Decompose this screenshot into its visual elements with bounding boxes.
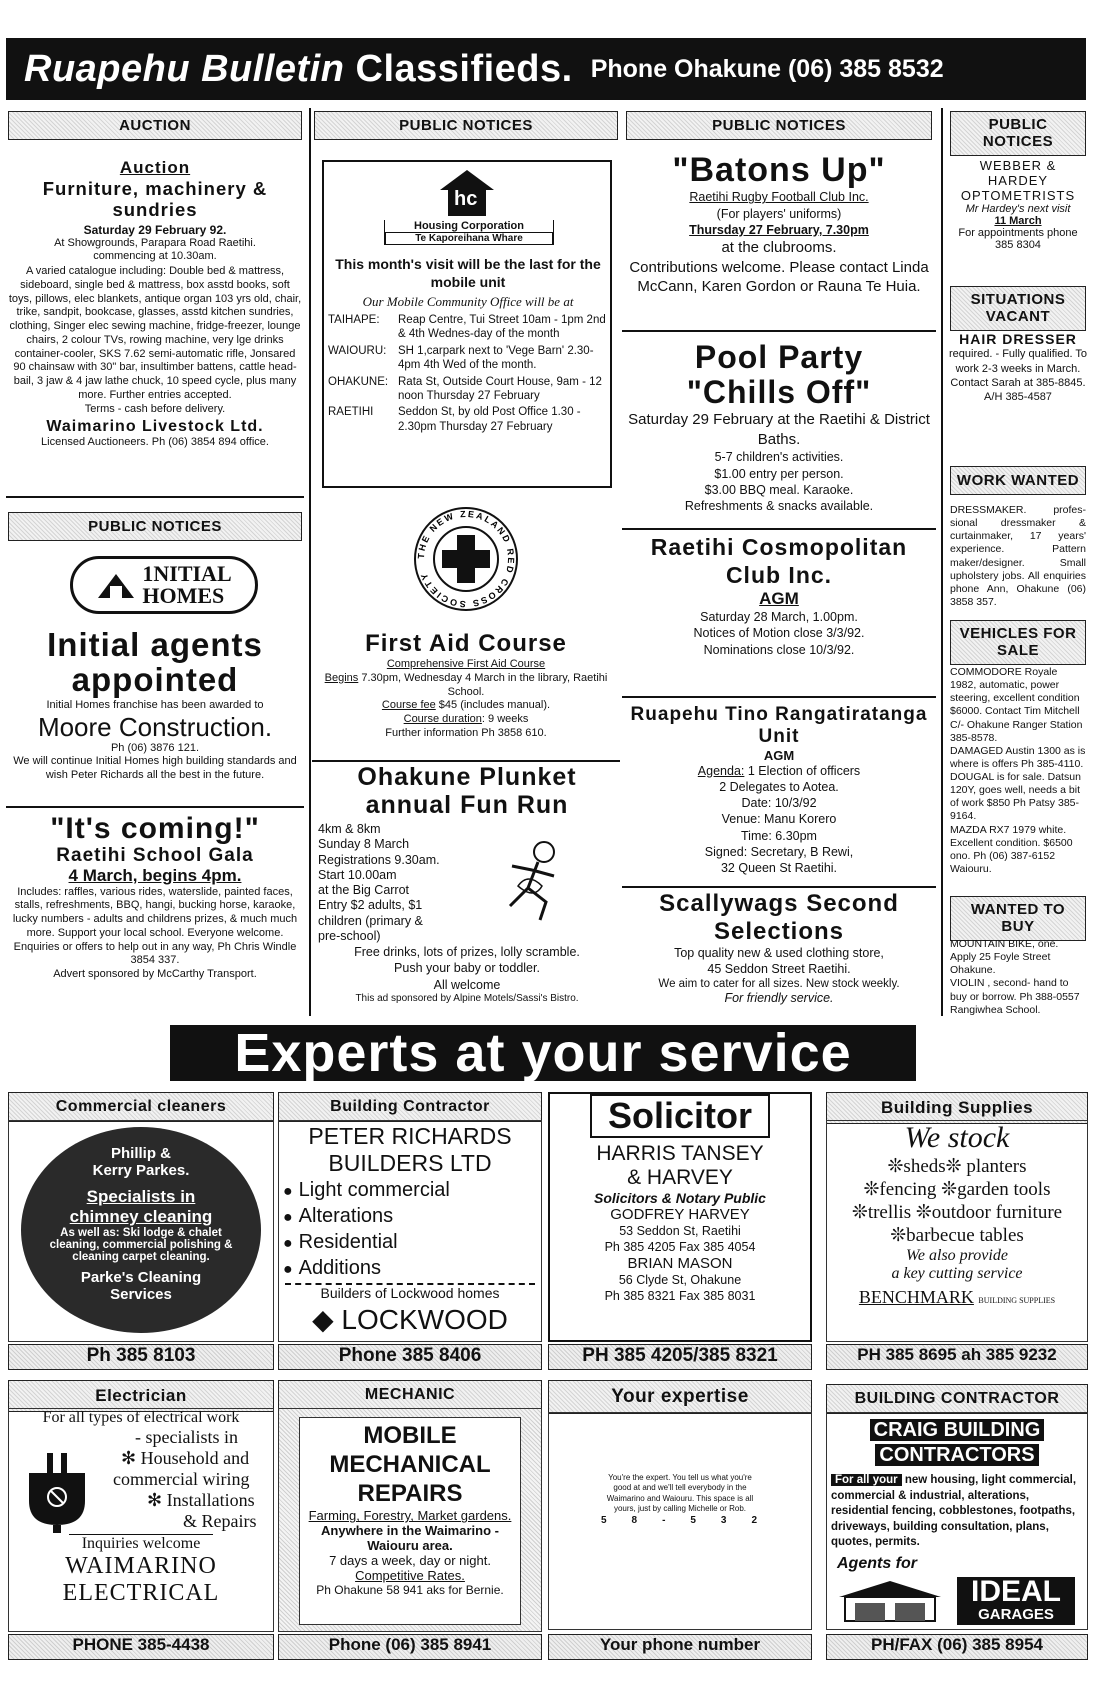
runner-illustration xyxy=(488,836,580,924)
auction-time: commencing at 10.30am. xyxy=(93,250,217,263)
vehicles-for-sale-header: VEHICLES FOR SALE xyxy=(950,620,1086,665)
gala-heading: "It's coming!" xyxy=(50,812,260,845)
optometrists-ad: WEBBER & HARDEY OPTOMETRISTS Mr Hardey's next visit 11 March For appointments phone 385 8304 xyxy=(958,158,1078,251)
wanted-list xyxy=(950,938,1086,1017)
building-supplies-header: Building Supplies xyxy=(826,1092,1088,1124)
garage-illustration xyxy=(835,1579,945,1623)
public-notices-header: PUBLIC NOTICES xyxy=(626,111,932,140)
building-contractor-header: Building Contractor xyxy=(278,1092,542,1122)
mechanic-ad: MOBILE MECHANICAL REPAIRS Farming, Forestry, Market gardens. Anywhere in the Waimarino - Waiouru area. 7 days a week, day or night. Competitive Rates. Ph Ohakune 58 941 aks for Bernie. xyxy=(278,1408,542,1632)
tino-ad: Ruapehu Tino Rangatiratanga Unit AGM Agenda: 1 Election of officers 2 Delegates to Aotea. Date: 10/3/92 Venue: Manu Korero Time: 6.30pm Signed: Secretary, B Rewi, 32 Queen St Raetihi. xyxy=(624,704,934,876)
list-item: VIOLIN , second- hand to buy or borrow. Ph 388-0557 Rangiwhea School. xyxy=(950,977,1080,1016)
cleaners-phone: Ph 385 8103 xyxy=(8,1344,274,1370)
venue-row: WAIOURU: SH 1,carpark next to 'Vege Barn' 2.30-4pm 4th Wed of the month. xyxy=(328,344,594,372)
pool-heading1: Pool Party xyxy=(694,339,864,375)
gala-date: 4 March, begins 4pm. xyxy=(68,866,242,885)
cleaners-ad xyxy=(8,1120,274,1342)
electrician-phone: PHONE 385-4438 xyxy=(8,1634,274,1660)
your-expertise-header: Your expertise xyxy=(548,1380,812,1414)
garage-icon xyxy=(835,1579,945,1623)
situations-vacant-header: SITUATIONS VACANT xyxy=(950,286,1086,331)
gala-sub: Raetihi School Gala xyxy=(56,845,254,866)
benchmark-logo: BENCHMARK BUILDING SUPPLIES xyxy=(858,1287,1056,1307)
ideal-garages-logo: IDEAL GARAGES xyxy=(957,1577,1075,1625)
auction-heading: Furniture, machinery & sundries xyxy=(42,178,268,221)
builder-phone: Phone 385 8406 xyxy=(278,1344,542,1370)
list-item: MOUNTAIN BIKE, one. Apply 25 Foyle Street Ohakune. xyxy=(950,938,1059,977)
electrician-ad: For all types of electrical work - specialists in ✻ Household and commercial wiring ✻ Installations & Repairs Inquiries welcome WAIMARINO ELECTRICAL xyxy=(8,1408,274,1632)
commercial-cleaners-header: Commercial cleaners xyxy=(8,1092,274,1122)
red-cross-icon xyxy=(412,505,520,613)
lockwood-logo: ◆ LOCKWOOD xyxy=(312,1304,508,1335)
initial-homes-heading1: Initial agents xyxy=(47,626,263,663)
masthead-title: Ruapehu Bulletin Classifieds. xyxy=(24,47,573,90)
plunket-heading1: Ohakune Plunket xyxy=(357,763,577,791)
initial-homes-heading2: appointed xyxy=(71,660,239,698)
builder-ad: PETER RICHARDS BUILDERS LTD ● Light commercial ● Alterations ● Residential ● Additions Builders of Lockwood homes ◆ LOCKWOOD xyxy=(278,1120,542,1342)
masthead-phone: Phone Ohakune (06) 385 8532 xyxy=(590,54,944,83)
column-divider xyxy=(941,108,943,1016)
mechanic-header: MECHANIC xyxy=(278,1380,542,1410)
auction-terms: Terms - cash before delivery. xyxy=(84,402,226,415)
vehicles-list xyxy=(950,666,1086,876)
list-item: DAMAGED Austin 1300 as is where is offers Ph 385-4110. xyxy=(950,744,1086,770)
auction-date: Saturday 29 February 92. xyxy=(83,222,227,237)
your-phone-number: Your phone number xyxy=(548,1634,812,1660)
plunket-heading2: annual Fun Run xyxy=(365,790,569,819)
housing-ad: hc Housing Corporation Te Kaporeihana Whare This month's visit will be the last for the mobile unit Our Mobile Community Office will be at TAIHAPE: Reap Centre, Tui Street 10am - 1pm 2nd & 4th Wednes-day of the month WAIOURU: SH 1,carpark next to 'Vege Barn' 2.30-4pm 4th Wed of the month. OHAKUNE: Rata St, Outside Court House, 9am - 12 noon Thursday 27 February RAETIHI Seddon St, by old Post Office 1.30 - 2.30pm Thursday 27 February xyxy=(322,160,612,488)
supplies-phone: PH 385 8695 ah 385 9232 xyxy=(826,1344,1088,1370)
craig-ad: CRAIG BUILDING CONTRACTORS For all your new housing, light commercial, commercial & industrial, alterations, residential fencing, cobblestones, footpaths, driveways, building consultation, plans, quotes, permits. Agents for IDEAL GARAGES xyxy=(826,1412,1088,1630)
mechanic-phone: Phone (06) 385 8941 xyxy=(278,1634,542,1660)
craig-phone: PH/FAX (06) 385 8954 xyxy=(826,1634,1088,1660)
runner-icon xyxy=(488,836,580,924)
auction-venue: At Showgrounds, Parapara Road Raetihi. xyxy=(54,236,256,249)
first-aid-heading: First Aid Course xyxy=(365,630,567,657)
plunket-ad: Ohakune Plunket annual Fun Run 4km & 8km Sunday 8 March Registrations 9.30am. Start 10.00am at the Big Carrot Entry $2 adults, $1 children (primary & pre-school) Free drinks, lots of prizes, lolly scramble. Push your baby or toddler. All welcome This ad sponsored by Alpine Motels/Sassi's Bistro. xyxy=(318,764,616,1004)
solicitor-header: Solicitor xyxy=(590,1094,770,1138)
cosmo-ad: Raetihi Cosmopolitan Club Inc. AGM Saturday 28 March, 1.00pm. Notices of Motion close 3/3/92. Nominations close 10/3/92. xyxy=(624,534,934,658)
pool-party-ad: Pool Party "Chills Off" Saturday 29 February at the Raetihi & District Baths. 5-7 children's activities. $1.00 entry per person. $3.00 BBQ meal. Karaoke. Refreshments & snacks available. xyxy=(624,340,934,514)
building-contractor-2-header: BUILDING CONTRACTOR xyxy=(826,1384,1088,1414)
scally-heading: Scallywags Second Selections xyxy=(659,890,899,945)
venue-row: RAETIHI Seddon St, by old Post Office 1.30 - 2.30pm Thursday 27 February xyxy=(328,406,581,433)
venue-row: TAIHAPE: Reap Centre, Tui Street 10am - 1pm 2nd & 4th Wednes-day of the month xyxy=(328,314,606,341)
cleaners-oval: Phillip & Kerry Parkes. Specialists in chimney cleaning As well as: Ski lodge & chalet cleaning, commercial polishing & cleaning carpet cleaning. Parke's Cleaning Services xyxy=(21,1127,261,1333)
hairdresser-ad: HAIR DRESSER required. - Fully qualified. To work 2-3 weeks in March. Contact Sarah at 385-8845. A/H 385-4587 xyxy=(949,331,1087,404)
auction-licensed: Licensed Auctioneers. Ph (06) 3854 894 office. xyxy=(41,436,269,449)
list-item: ● Light commercial xyxy=(283,1177,541,1203)
house-icon xyxy=(96,570,136,600)
list-item: ● Additions xyxy=(283,1255,541,1281)
housing-heading: This month's visit will be the last for the mobile unit xyxy=(335,256,601,290)
housing-venue-table xyxy=(326,312,610,435)
list-item: DOUGAL is for sale. Datsun 120Y, goes well, needs a bit of work $850 Ph Patsy 385-9164. xyxy=(950,771,1081,823)
supplies-ad: We stock ❊sheds❊ planters ❊fencing ❊garden tools ❊trellis ❊outdoor furniture ❊barbecue tables We also provide a key cutting service BENCHMARK BUILDING SUPPLIES xyxy=(826,1120,1088,1342)
auction-body: A varied catalogue including: Double bed & mattress, sideboard, single bed & mattress, box asstd books, soft toys, pillows, elec blankets, antique organ 103 yrs old, chair, trike, sandpit, bookcase, glasses, asstd kitchen sundries, clothing, Singer elec sewing machine, fridge-freezer, lounge chairs, 2 colour TVs, rowing machine, very lge drinks container-cooler, SKS 7.62 semi-automatic rifle, Jonsared 90 chainsaw with 30" bar, insultimber battens, cattle head-bail, 3 jaw & 4 jaw lathe chuck, 10 speed cycle, plus many more. Further entries accepted. xyxy=(8,265,302,401)
dressmaker-ad: DRESSMAKER. profes-sional dressmaker & curtainmaker, 17 years' experience. Pattern maker/designer. Small upholstery jobs. All enquiries phone Ann, Ohakune (06) 3858 357. xyxy=(950,504,1086,608)
your-expertise-ad: You're the expert. You tell us what you're good at and we'll tell everybody in the Waimarino and Waiouru. This space is all yours, just by calling Michelle or Rob. 5 8 - 5 3 2 xyxy=(548,1412,812,1630)
public-notices-header: PUBLIC NOTICES xyxy=(8,512,302,541)
auction-title: Auction xyxy=(119,158,191,177)
red-cross-logo xyxy=(412,505,520,613)
lockwood-mark-icon: ◆ xyxy=(312,1304,342,1335)
column-divider xyxy=(309,108,311,1016)
list-item: COMMODORE Royale 1982, automatic, power steering, excellent condition $6000. Contact Tim Mitchell C/- Ohakune Ranger Station 385-8578. xyxy=(950,666,1083,744)
phone-digits: 5 8 - 5 3 2 xyxy=(601,1514,759,1526)
scallywags-ad: Scallywags Second Selections Top quality new & used clothing store, 45 Seddon Street Raetihi. We aim to cater for all sizes. New stock weekly. For friendly service. xyxy=(624,890,934,1006)
list-item: ● Alterations xyxy=(283,1203,541,1229)
solicitor-ad: Solicitor HARRIS TANSEY & HARVEY Solicitors & Notary Public GODFREY HARVEY 53 Seddon St, Raetihi Ph 385 4205 Fax 385 4054 BRIAN MASON 56 Clyde St, Ohakune Ph 385 8321 Fax 385 8031 xyxy=(548,1092,812,1342)
list-item: MAZDA RX7 1979 white. Excellent condition. $6500 ono. Ph (06) 387-6152 Waiouru. xyxy=(950,823,1073,875)
wanted-to-buy-header: WANTED TO BUY xyxy=(950,896,1086,941)
svg-text:THE NEW ZEALAND RED CROSS SOCI: THE NEW ZEALAND RED CROSS SOCIETY xyxy=(415,508,517,610)
initial-homes-company: Moore Construction. xyxy=(37,712,273,743)
first-aid-ad: First Aid Course Comprehensive First Aid Course Begins 7.30pm, Wednesday 4 March in the library, Raetihi School. Course fee $45 (includes manual). Course duration: 9 weeks Further information Ph 3858 610. xyxy=(314,630,618,741)
housing-logo: hc xyxy=(436,168,498,218)
auction-company: Waimarino Livestock Ltd. xyxy=(46,418,264,436)
batons-heading: "Batons Up" xyxy=(672,151,886,189)
experts-title: Experts at your service xyxy=(170,1025,916,1081)
tino-heading: Ruapehu Tino Rangatiratanga Unit xyxy=(630,704,928,747)
work-wanted-header: WORK WANTED xyxy=(950,466,1086,495)
list-item: ● Residential xyxy=(283,1229,541,1255)
electrician-header: Electrician xyxy=(8,1380,274,1412)
public-notices-header: PUBLIC NOTICES xyxy=(950,111,1086,156)
plug-icon xyxy=(23,1453,91,1533)
initial-homes-logo: 1NITIAL HOMES xyxy=(70,556,258,614)
solicitor-phone: PH 385 4205/385 8321 xyxy=(548,1344,812,1370)
initial-homes-ad: Initial agents appointed Initial Homes franchise has been awarded to Moore Construction. Ph (06) 3876 121. We will continue Initial Homes high building standards and wish Peter Richards all the best in the future. xyxy=(8,628,302,783)
batons-ad: "Batons Up" Raetihi Rugby Football Club Inc. (For players' uniforms) Thursday 27 February, 7.30pm at the clubrooms. Contributions welcome. Please contact Linda McCann, Karen Gordon or Rauna Te Huia. xyxy=(624,152,934,297)
masthead xyxy=(6,38,1086,100)
gala-ad: "It's coming!" Raetihi School Gala 4 March, begins 4pm. Includes: raffles, various rides, waterslide, painted faces, stalls, refreshments, BBQ, hangi, bucking horse, karaoke, lucky numbers - adults and childrens prizes, & much much more. Support your local school. Everyone welcome. Enquiries or offers to help out in any way, Ph Chris Windle 3854 337. Advert sponsored by McCarthy Transport. xyxy=(8,812,302,982)
auction-header: AUCTION xyxy=(8,111,302,140)
venue-row: OHAKUNE: Rata St, Outside Court House, 9am - 12 noon Thursday 27 February xyxy=(328,375,602,402)
auction-ad xyxy=(8,158,302,450)
cosmo-heading: Raetihi Cosmopolitan Club Inc. xyxy=(650,534,908,588)
public-notices-header: PUBLIC NOTICES xyxy=(314,111,618,140)
pool-heading2: "Chills Off" xyxy=(686,374,872,411)
